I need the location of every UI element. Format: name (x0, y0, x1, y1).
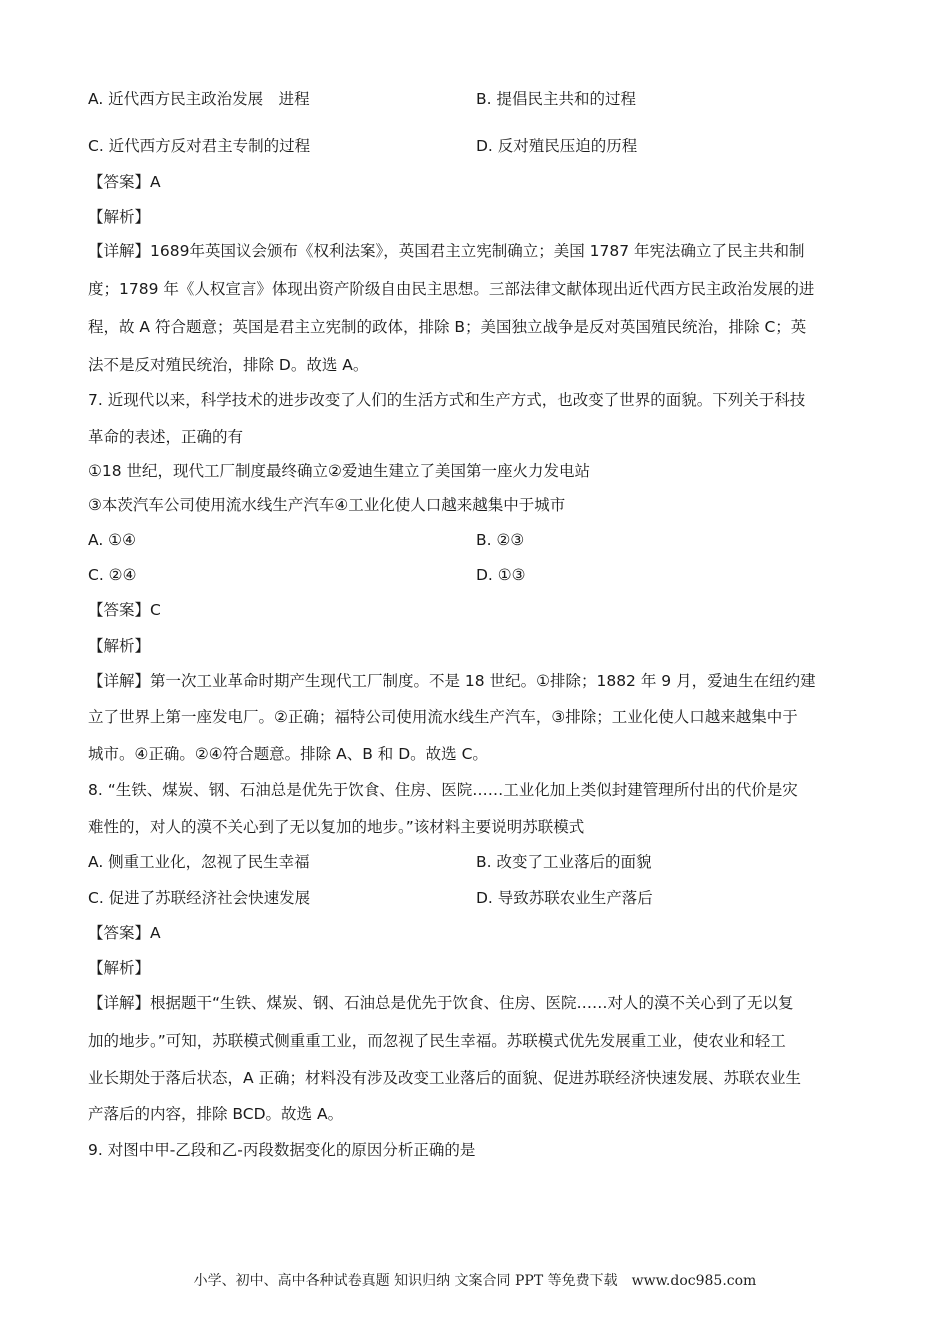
q8-analysis-label: 【解析】 (88, 959, 151, 977)
q6-option-d: D. 反对殖民压迫的历程 (476, 137, 638, 155)
page-footer[interactable]: 小学、初中、高中各种试卷真题 知识归纳 文案合同 PPT 等免费下载 www.doc985.com (193, 1273, 757, 1289)
q7-detail-line: 立了世界上第一座发电厂。②正确；福特公司使用流水线生产汽车，③排除；工业化使人口越来越集中于 (88, 708, 798, 726)
q8-option-a: A. 侧重工业化，忽视了民生幸福 (88, 853, 310, 871)
q7-analysis-label: 【解析】 (88, 637, 151, 655)
q6-option-a: A. 近代西方民主政治发展 进程 (88, 90, 310, 108)
q7-option-a: A. ①④ (88, 531, 136, 549)
q6-answer: 【答案】A (88, 173, 161, 191)
q6-option-b: B. 提倡民主共和的过程 (476, 90, 636, 108)
q8-detail-line: 产落后的内容，排除 BCD。故选 A。 (88, 1105, 344, 1123)
q7-stem-line: 7. 近现代以来，科学技术的进步改变了人们的生活方式和生产方式，也改变了世界的面貌。下列关于科技 (88, 391, 806, 409)
q7-option-d: D. ①③ (476, 566, 526, 584)
q8-detail-line: 业长期处于落后状态，A 正确；材料没有涉及改变工业落后的面貌、促进苏联经济快速发展、苏联农业生 (88, 1069, 802, 1087)
q8-answer: 【答案】A (88, 924, 161, 942)
q8-option-b: B. 改变了工业落后的面貌 (476, 853, 652, 871)
q7-option-c: C. ②④ (88, 566, 137, 584)
q9-stem: 9. 对图中甲-乙段和乙-丙段数据变化的原因分析正确的是 (88, 1141, 476, 1159)
q6-detail-line: 度；1789 年《人权宣言》体现出资产阶级自由民主思想。三部法律文献体现出近代西方民主政治发展的进 (88, 280, 815, 298)
q6-option-c: C. 近代西方反对君主专制的过程 (88, 137, 311, 155)
q7-stem-line: 革命的表述，正确的有 (88, 428, 244, 446)
q8-stem-line: 难性的，对人的漠不关心到了无以复加的地步。”该材料主要说明苏联模式 (88, 818, 585, 836)
q6-detail-line: 【详解】1689年英国议会颁布《权利法案》，英国君主立宪制确立；美国 1787 年宪法确立了民主共和制 (88, 242, 805, 260)
q8-stem-line: 8. “生铁、煤炭、钢、石油总是优先于饮食、住房、医院……工业化加上类似封建管理所付出的代价是灾 (88, 781, 798, 799)
q8-option-d: D. 导致苏联农业生产落后 (476, 889, 653, 907)
q7-statement-line: ①18 世纪，现代工厂制度最终确立②爱迪生建立了美国第一座火力发电站 (88, 462, 590, 480)
q7-option-b: B. ②③ (476, 531, 525, 549)
q7-detail-line: 城市。④正确。②④符合题意。排除 A、B 和 D。故选 C。 (88, 745, 488, 763)
q7-detail-line: 【详解】第一次工业革命时期产生现代工厂制度。不是 18 世纪。①排除；1882 年 9 月，爱迪生在纽约建 (88, 672, 816, 690)
q8-detail-line: 加的地步。”可知，苏联模式侧重重工业，而忽视了民生幸福。苏联模式优先发展重工业，使农业和轻工 (88, 1032, 786, 1050)
q8-option-c: C. 促进了苏联经济社会快速发展 (88, 889, 311, 907)
q7-answer: 【答案】C (88, 601, 161, 619)
q8-detail-line: 【详解】根据题干“生铁、煤炭、钢、石油总是优先于饮食、住房、医院……对人的漠不关心到了无以复 (88, 994, 794, 1012)
q6-detail-line: 程，故 A 符合题意；英国是君主立宪制的政体，排除 B；美国独立战争是反对英国殖民统治，排除 C；英 (88, 318, 807, 336)
q7-statement-line: ③本茨汽车公司使用流水线生产汽车④工业化使人口越来越集中于城市 (88, 496, 566, 514)
q6-analysis-label: 【解析】 (88, 208, 151, 226)
q6-detail-line: 法不是反对殖民统治，排除 D。故选 A。 (88, 356, 369, 374)
